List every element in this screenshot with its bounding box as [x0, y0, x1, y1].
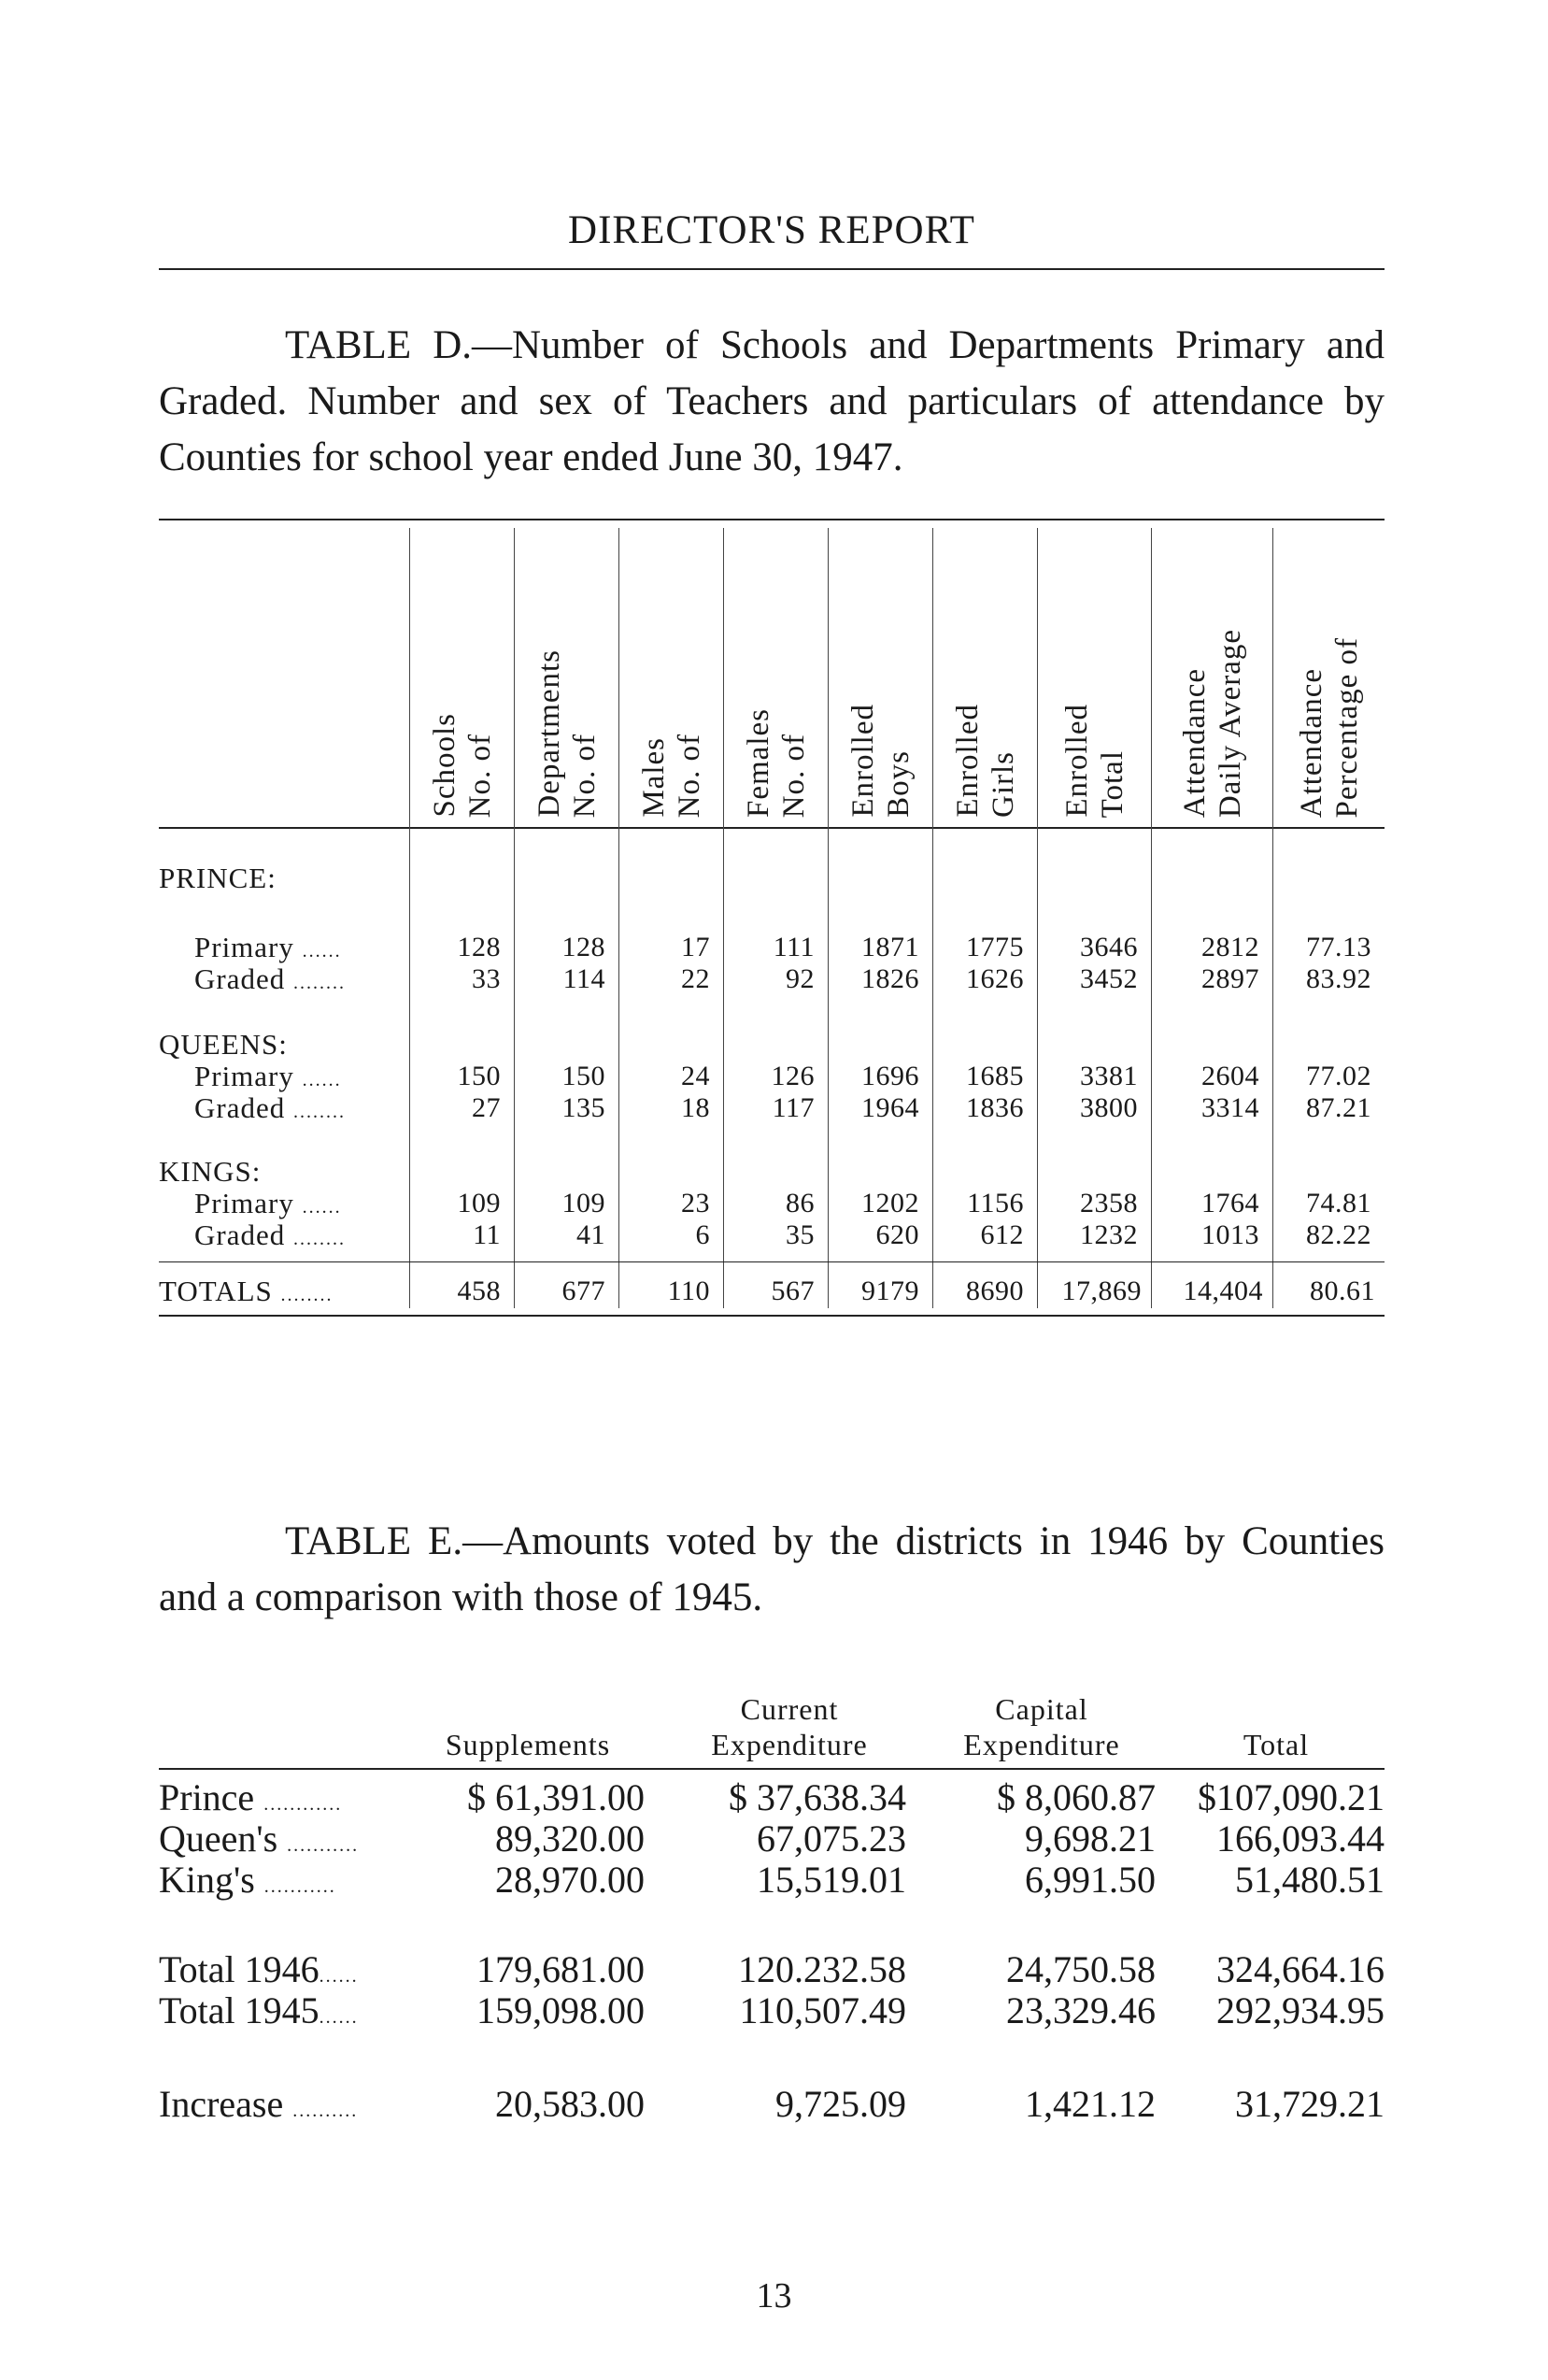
- column-header-line: [406, 1691, 649, 1727]
- column-divider: [1151, 528, 1152, 1308]
- row-label-text: Total 1945: [159, 1989, 320, 2031]
- totals-cell: 17,869: [1061, 1276, 1142, 1306]
- totals-cell: 9179: [861, 1276, 919, 1306]
- column-header-schools: [411, 537, 514, 818]
- table-cell: 6: [695, 1219, 710, 1250]
- table-d-top-rule: [159, 519, 1385, 520]
- table-cell: 1156: [967, 1188, 1024, 1219]
- table-cell: 1871: [861, 932, 919, 962]
- totals-rule: [159, 1261, 1385, 1262]
- table-cell: 1696: [861, 1061, 919, 1091]
- dot-leader: ......: [302, 941, 342, 962]
- table-cell: 135: [561, 1092, 605, 1123]
- column-divider: [618, 528, 619, 1308]
- table-cell: 114: [562, 963, 605, 994]
- table-cell: 27: [472, 1092, 501, 1123]
- table-row: [159, 2084, 1385, 2125]
- table-cell: 150: [457, 1061, 501, 1091]
- table-cell: 2358: [1080, 1188, 1138, 1219]
- table-cell: 22: [681, 963, 710, 994]
- table-cell: 35: [786, 1219, 815, 1250]
- table-cell: 292,934.95: [1216, 1989, 1385, 2031]
- column-header-line: Boys: [882, 750, 916, 818]
- dot-leader: ........: [292, 973, 346, 993]
- table-d-caption: TABLE D.—Number of Schools and Departments Primary and Graded. Number and sex of Teachers and particulars of attendance by Counties for school year ended June 30, 1947.: [159, 323, 1385, 479]
- table-cell: 86: [786, 1188, 815, 1219]
- table-cell: $ 8,060.87: [997, 1776, 1156, 1818]
- table-cell: 1826: [861, 963, 919, 994]
- column-divider: [409, 528, 410, 1308]
- totals-cell: 14,404: [1183, 1276, 1263, 1306]
- dot-leader: ......: [302, 1197, 342, 1218]
- column-header-line: Enrolled: [1060, 704, 1094, 818]
- table-cell: 3646: [1080, 932, 1138, 962]
- table-cell: 109: [457, 1188, 501, 1219]
- row-label-text: Graded: [194, 1219, 286, 1251]
- column-header-line: No. of: [568, 733, 602, 818]
- column-divider: [1272, 528, 1273, 1308]
- table-cell: 1,421.12: [1025, 2083, 1156, 2125]
- dot-leader: ......: [319, 2007, 359, 2028]
- column-header-line: Percentage of: [1330, 636, 1364, 818]
- table-cell: 324,664.16: [1216, 1948, 1385, 1990]
- column-header-line: Females: [742, 708, 775, 818]
- table-cell: 159,098.00: [476, 1989, 645, 2031]
- county-label: QUEENS:: [159, 1028, 288, 1061]
- dot-leader: ......: [319, 1966, 359, 1987]
- table-cell: 28,970.00: [495, 1859, 645, 1901]
- header-rule: [159, 268, 1385, 270]
- row-label: [194, 963, 346, 999]
- table-cell: 2897: [1201, 963, 1259, 994]
- table-cell: 3452: [1080, 963, 1138, 994]
- table-cell: 110,507.49: [739, 1989, 906, 2031]
- column-header-line: Expenditure: [963, 1728, 1120, 1761]
- table-cell: 3381: [1080, 1061, 1138, 1091]
- row-label-text: Increase: [159, 2083, 284, 2125]
- table-e-caption: TABLE E.—Amounts voted by the districts in 1946 by Counties and a comparison with those of 1945.: [159, 1519, 1385, 1619]
- table-cell: 41: [576, 1219, 605, 1250]
- table-cell: 74.81: [1306, 1188, 1371, 1219]
- table-cell: 17: [681, 932, 710, 962]
- table-cell: 2812: [1201, 932, 1259, 962]
- table-cell: 6,991.50: [1025, 1859, 1156, 1901]
- county-label: PRINCE:: [159, 862, 277, 894]
- running-head: DIRECTOR'S REPORT: [568, 208, 975, 252]
- column-header-line: Males: [637, 737, 671, 818]
- table-cell: 23: [681, 1188, 710, 1219]
- column-header-line: Current: [740, 1692, 839, 1726]
- table-cell: 77.02: [1306, 1061, 1371, 1091]
- table-cell: 2604: [1201, 1061, 1259, 1091]
- table-cell: 24: [681, 1061, 710, 1091]
- column-header-line: Attendance: [1178, 667, 1212, 818]
- table-cell: 1685: [966, 1061, 1024, 1091]
- table-cell: 1764: [1201, 1188, 1259, 1219]
- table-cell: 3800: [1080, 1092, 1138, 1123]
- column-header-line: Total: [1243, 1728, 1310, 1761]
- table-cell: 82.22: [1306, 1219, 1371, 1250]
- totals-label: [159, 1276, 334, 1311]
- table-cell: $ 61,391.00: [467, 1776, 645, 1818]
- column-header-line: Expenditure: [711, 1728, 868, 1761]
- table-d: [159, 519, 1385, 1336]
- row-label-text: Prince: [159, 1776, 255, 1818]
- totals-cell: 110: [667, 1276, 710, 1306]
- table-cell: 9,698.21: [1025, 1817, 1156, 1860]
- table-row: [159, 1949, 1385, 1990]
- table-cell: 117: [772, 1092, 815, 1123]
- table-d-header-rule: [159, 827, 1385, 829]
- dot-leader: ..........: [292, 2101, 359, 2121]
- column-header-line: Schools: [428, 713, 462, 818]
- column-divider: [1037, 528, 1038, 1308]
- row-label: [159, 1990, 359, 2038]
- column-header-females: [725, 537, 828, 818]
- table-cell: 11: [473, 1219, 501, 1250]
- dot-leader: ......: [302, 1070, 342, 1090]
- table-cell: 51,480.51: [1235, 1859, 1385, 1901]
- table-cell: 1013: [1201, 1219, 1259, 1250]
- table-d-bottom-rule: [159, 1315, 1385, 1317]
- row-label-text: King's: [159, 1859, 255, 1901]
- dot-leader: ............: [263, 1794, 343, 1815]
- row-label-text: Total 1946: [159, 1948, 320, 1990]
- row-label: [159, 1860, 336, 1907]
- column-header-daily-average: [1153, 537, 1272, 818]
- table-cell: 128: [561, 932, 605, 962]
- column-header-line: [1168, 1691, 1385, 1727]
- totals-cell: 677: [561, 1276, 605, 1306]
- table-cell: 109: [561, 1188, 605, 1219]
- column-header-percentage: [1274, 537, 1385, 818]
- table-cell: 20,583.00: [495, 2083, 645, 2125]
- row-label: [194, 1219, 346, 1255]
- column-header-girls-enrolled: [934, 537, 1037, 818]
- table-cell: 1626: [966, 963, 1024, 994]
- table-cell: 1836: [966, 1092, 1024, 1123]
- table-cell: 1232: [1080, 1219, 1138, 1250]
- column-header-total: [1168, 1691, 1385, 1762]
- table-cell: 83.92: [1306, 963, 1371, 994]
- table-cell: 126: [771, 1061, 815, 1091]
- table-cell: 77.13: [1306, 932, 1371, 962]
- table-cell: 1964: [861, 1092, 919, 1123]
- table-cell: 179,681.00: [476, 1948, 645, 1990]
- totals-cell: 8690: [966, 1276, 1024, 1306]
- table-cell: 3314: [1201, 1092, 1259, 1123]
- column-header-line: Enrolled: [951, 704, 985, 818]
- row-label-text: Queen's: [159, 1817, 278, 1860]
- column-divider: [828, 528, 829, 1308]
- table-cell: 166,093.44: [1216, 1817, 1385, 1860]
- table-e-header-rule: [159, 1768, 1385, 1770]
- table-cell: 92: [786, 963, 815, 994]
- table-cell: 128: [457, 932, 501, 962]
- table-cell: 620: [875, 1219, 919, 1250]
- table-cell: $ 37,638.34: [729, 1776, 906, 1818]
- column-header-line: Girls: [987, 751, 1020, 818]
- column-header-line: Attendance: [1295, 667, 1328, 818]
- table-cell: 33: [472, 963, 501, 994]
- column-header-capital-expenditure: [920, 1691, 1163, 1762]
- column-header-line: Enrolled: [846, 704, 880, 818]
- table-row: [159, 1818, 1385, 1860]
- table-cell: 1775: [966, 932, 1024, 962]
- table-row: [159, 1860, 1385, 1901]
- dot-leader: ........: [292, 1102, 346, 1122]
- column-header-line: No. of: [673, 733, 706, 818]
- table-cell: 612: [980, 1219, 1024, 1250]
- table-cell: 23,329.46: [1006, 1989, 1156, 2031]
- table-cell: 150: [561, 1061, 605, 1091]
- row-label-text: Primary: [194, 1060, 294, 1092]
- table-e: [159, 1682, 1385, 2131]
- table-cell: $107,090.21: [1198, 1776, 1385, 1818]
- dot-leader: ........: [292, 1229, 346, 1249]
- table-cell: 87.21: [1306, 1092, 1371, 1123]
- totals-cell: 80.61: [1310, 1276, 1375, 1306]
- dot-leader: ...........: [287, 1835, 360, 1856]
- table-cell: 9,725.09: [775, 2083, 906, 2125]
- column-header-departments: [516, 537, 618, 818]
- totals-cell: 567: [771, 1276, 815, 1306]
- table-cell: 31,729.21: [1235, 2083, 1385, 2125]
- county-label: KINGS:: [159, 1155, 262, 1188]
- column-header-males: [620, 537, 723, 818]
- column-header-boys-enrolled: [830, 537, 932, 818]
- row-label-text: Primary: [194, 1187, 294, 1219]
- table-row: [159, 1777, 1385, 1818]
- dot-leader: ........: [280, 1285, 334, 1305]
- column-divider: [932, 528, 933, 1308]
- table-cell: 120.232.58: [738, 1948, 906, 1990]
- totals-label-text: TOTALS: [159, 1275, 273, 1307]
- column-header-line: Capital: [995, 1692, 1088, 1726]
- column-divider: [514, 528, 515, 1308]
- column-header-current-expenditure: [668, 1691, 911, 1762]
- dot-leader: ...........: [263, 1876, 336, 1897]
- column-header-total-enrolled: [1039, 537, 1151, 818]
- row-label-text: Primary: [194, 931, 294, 963]
- table-cell: 89,320.00: [495, 1817, 645, 1860]
- column-header-supplements: [406, 1691, 649, 1762]
- table-cell: 24,750.58: [1006, 1948, 1156, 1990]
- column-divider: [723, 528, 724, 1308]
- row-label-text: Graded: [194, 1091, 286, 1124]
- page-number: 13: [756, 2276, 792, 2316]
- column-header-line: Daily Average: [1214, 628, 1247, 818]
- table-cell: 1202: [861, 1188, 919, 1219]
- column-header-line: Total: [1096, 749, 1129, 818]
- table-cell: 15,519.01: [757, 1859, 906, 1901]
- column-header-line: No. of: [463, 733, 497, 818]
- table-row: [159, 1990, 1385, 2031]
- row-label: [159, 2084, 358, 2131]
- totals-cell: 458: [457, 1276, 501, 1306]
- column-header-line: No. of: [777, 733, 811, 818]
- row-label-text: Graded: [194, 962, 286, 995]
- table-cell: 67,075.23: [757, 1817, 906, 1860]
- column-header-line: Supplements: [445, 1728, 611, 1761]
- table-cell: 18: [681, 1092, 710, 1123]
- column-header-line: Departments: [533, 649, 566, 818]
- row-label: [194, 1092, 346, 1128]
- table-cell: 111: [773, 932, 815, 962]
